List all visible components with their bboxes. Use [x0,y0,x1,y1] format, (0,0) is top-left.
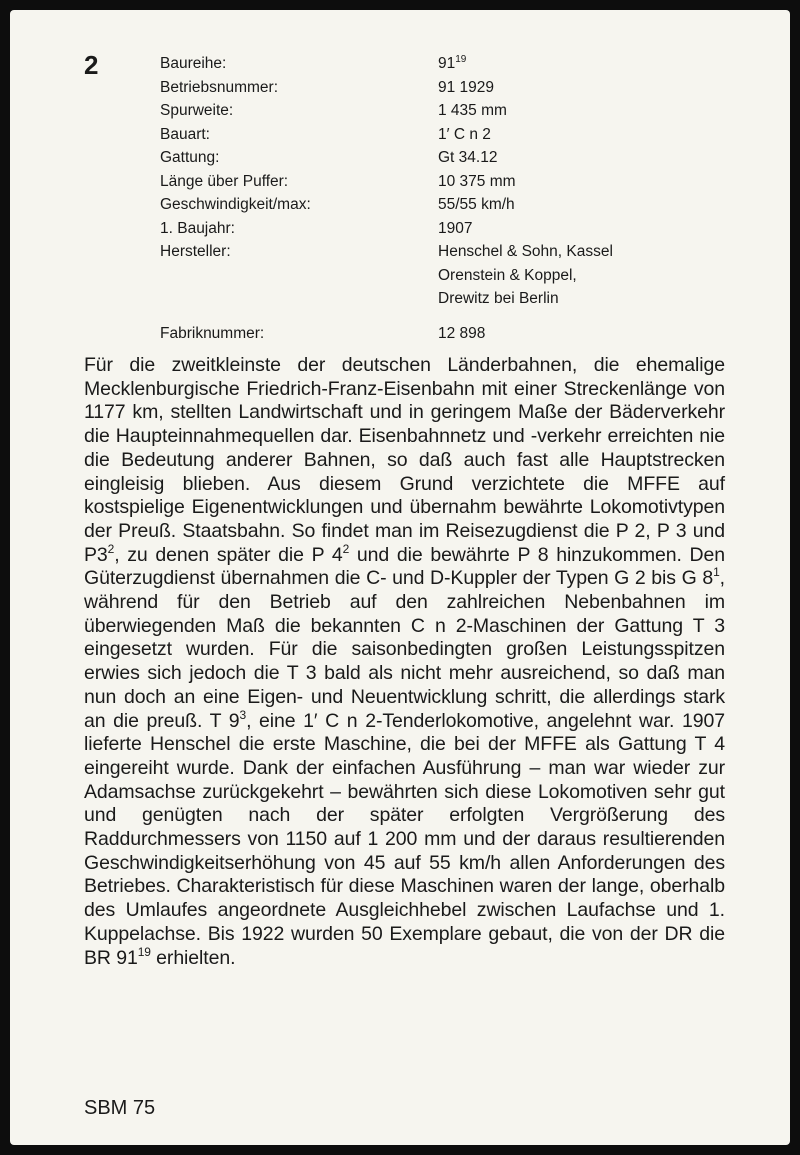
spec-value: 1907 [438,219,473,237]
spec-label: Geschwindigkeit/max: [160,196,311,213]
spec-value: Drewitz bei Berlin [438,290,559,307]
spec-label: Spurweite: [160,102,234,119]
spec-value: 1′ C n 2 [438,125,491,143]
spec-label: Länge über Puffer: [160,172,289,190]
spec-value: $91^{19}$ [438,54,467,72]
spec-row-baureihe [160,52,720,76]
spec-table [160,52,720,345]
spec-value: Henschel & Sohn, Kassel [438,243,613,260]
spec-row-hersteller [160,240,720,264]
spec-row-hersteller-2 [160,264,720,288]
spec-value: 55/55 km/h [438,196,515,213]
spec-row-gattung [160,146,720,170]
card-number: 2 [84,50,99,80]
spec-value: Gt 34.12 [438,149,498,166]
spec-row-hersteller-3 [160,287,720,311]
superscript: 1 [713,565,720,580]
spec-row-baujahr [160,217,720,241]
spec-label: Betriebsnummer: [160,78,279,96]
spec-value-superscript: 19 [455,54,467,65]
superscript: 3 [239,707,247,722]
spec-row-spurweite [160,99,720,123]
spec-row-bauart [160,123,720,147]
spec-label [160,264,438,288]
spec-value: 12 898 [438,324,486,342]
spec-row-geschwindigkeit [160,193,720,217]
superscript: 2 [342,541,350,556]
spec-label: Hersteller: [160,243,231,260]
footer-code: SBM 75 [84,1097,156,1119]
spec-value: 1 435 mm [438,102,507,119]
spec-value: Orenstein & Koppel, [438,266,577,284]
spec-label: Fabriknummer: [160,324,265,342]
superscript: 19 [137,944,151,959]
spec-label: Bauart: [160,125,210,143]
locomotive-card [10,10,790,1145]
spec-value: 10 375 mm [438,172,516,190]
spec-row-betriebsnummer [160,76,720,100]
spec-value: 91 1929 [438,78,495,96]
spec-row-laenge [160,170,720,194]
spec-label [160,287,438,311]
spec-label: Gattung: [160,149,220,166]
spec-row-fabriknummer [160,322,720,346]
spec-label: 1. Baujahr: [160,219,235,237]
spec-label: Baureihe: [160,55,227,72]
superscript: 2 [107,541,115,556]
description-text: Für die zweitkleinste der deutschen Länderbahnen, die ehemalige Mecklenburgische Friedrich-Franz-Eisenbahn mit einer Streckenlänge von 1177 km, stellten Landwirtschaft und in geringem Maße der Bäderverkehr die Haupteinnahmequellen dar. Eisenbahnnetz und -verkehr erreichten nie die Bedeutung anderer Bahnen, so daß auch fast alle Hauptstrecken eingleisig blieben. Aus diesem Grund verzichtete die MFFE auf kostspielige Eigenentwicklungen und übernahm bewährte Lokomotivtypen der Preuß. Staatsbahn. So findet man im Reisezugdienst die P 2, P 3 und $P3^2$, zu denen später die P $4^2$ und die bewährte P 8 hinzukommen. Den Güterzugdienst übernahmen die C- und D-Kuppler der Typen G 2 bis G $8^1$, während für den Betrieb auf den zahlreichen Nebenbahnen im überwiegenden Maß die bekannten C n 2-Maschinen der Gattung T 3 eingesetzt wurden. Für die saisonbedingten großen Leistungsspitzen erwies sich jedoch die T 3 bald als nicht mehr ausreichend, so daß man nun doch an eine Eigen- und Neuentwicklung schritt, die allerdings stark an die preuß. T $9^3$, eine 1′ C n 2-Tenderlokomotive, angelehnt war. 1907 lieferte Henschel die erste Maschine, die bei der MFFE als Gattung T 4 eingereiht wurde. Dank der einfachen Ausführung – man war wieder zur Adamsachse zurückgekehrt – bewährten sich diese Lokomotiven sehr gut und genügten nach der später erfolgten Vergrößerung des Raddurchmessers von 1150 auf 1 200 mm und der daraus resultierenden Geschwindigkeitserhöhung von 45 auf 55 km/h allen Anforderungen des Betriebes. Charakteristisch für diese Maschinen waren der lange, oberhalb des Umlaufes angeordnete Ausgleichhebel zwischen Laufachse und 1. Kuppelachse. Bis 1922 wurden 50 Exemplare gebaut, die von der DR die BR $91^{19}$ erhielten. [84,354,726,969]
